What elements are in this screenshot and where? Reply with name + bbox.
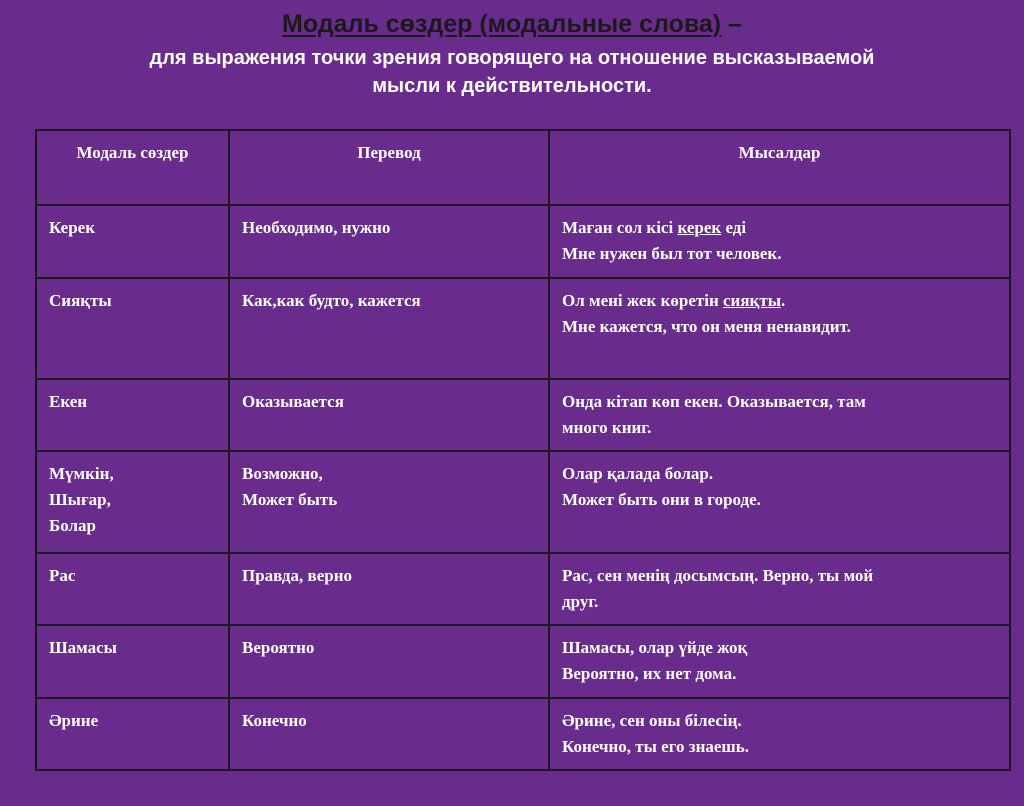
modal-word: Екен [49, 392, 88, 411]
modal-word: Шамасы [49, 638, 117, 657]
page-title [0, 8, 1024, 40]
modal-word: Сияқты [49, 291, 112, 310]
modal-word: Рас [49, 566, 76, 585]
translation-cell [229, 698, 549, 770]
translation-text: Необходимо, нужно [242, 218, 391, 237]
slide-header [0, 8, 1024, 100]
example-line: много книг. [562, 418, 652, 437]
example-line: Может быть они в городе. [562, 490, 761, 509]
table-row [36, 205, 1010, 278]
translation-text: Как,как будто, кажется [242, 291, 421, 310]
example-cell [549, 625, 1010, 698]
page-subtitle [0, 44, 1024, 100]
example-text: Ол мені жек көретін [562, 291, 724, 310]
translation-text: Вероятно [242, 638, 315, 657]
table-row [36, 553, 1010, 625]
column-header-examples: Мысалдар [549, 130, 1010, 205]
example-line: Әрине, сен оны білесің. [562, 711, 742, 730]
modal-word: Мүмкін, [49, 464, 114, 483]
modal-words-table [35, 129, 1011, 771]
example-text: . [780, 291, 786, 310]
translation-cell [229, 553, 549, 625]
example-highlight: керек [677, 218, 722, 237]
translation-cell [229, 451, 549, 553]
translation-cell [229, 379, 549, 451]
translation-cell [229, 625, 549, 698]
translation-text: Может быть [242, 490, 338, 509]
modal-word-cell [36, 379, 229, 451]
example-line: Конечно, ты его знаешь. [562, 737, 750, 756]
example-line: Мне кажется, что он меня ненавидит. [562, 317, 851, 336]
translation-text: Конечно [242, 711, 307, 730]
modal-word-cell [36, 553, 229, 625]
translation-cell [229, 278, 549, 379]
column-header-modal-words: Модаль сөздер [36, 130, 229, 205]
column-header-translation: Перевод [229, 130, 549, 205]
example-cell [549, 379, 1010, 451]
subtitle-line-1: для выражения точки зрения говорящего на отношение высказываемой [149, 47, 875, 69]
example-line: Онда кітап көп екен. Оказывается, там [562, 392, 866, 411]
example-cell [549, 451, 1010, 553]
translation-text: Правда, верно [242, 566, 353, 585]
title-dash: – [721, 10, 742, 38]
translation-cell [229, 205, 549, 278]
modal-word: Шығар, [49, 490, 111, 509]
example-line [562, 215, 997, 241]
table-header-row [36, 130, 1010, 205]
example-cell [549, 553, 1010, 625]
example-line [562, 288, 997, 314]
example-line: Рас, сен менің досымсың. Верно, ты мой [562, 566, 874, 585]
modal-word-cell [36, 625, 229, 698]
example-line: Мне нужен был тот человек. [562, 244, 782, 263]
modal-word: Керек [49, 218, 96, 237]
table-body [36, 205, 1010, 770]
table-row [36, 451, 1010, 553]
modal-word-cell [36, 205, 229, 278]
subtitle-line-2: мысли к действительности. [372, 75, 652, 97]
translation-text: Возможно, [242, 464, 323, 483]
example-line: Олар қалада болар. [562, 464, 714, 483]
modal-word-cell [36, 451, 229, 553]
example-highlight: сияқты [723, 291, 781, 310]
modal-word: Әрине [49, 711, 99, 730]
example-text: Маған сол кісі [562, 218, 678, 237]
table-row [36, 278, 1010, 379]
modal-word: Болар [49, 516, 97, 535]
example-cell [549, 278, 1010, 379]
example-text: еді [721, 218, 747, 237]
title-main: Модаль сөздер (модальные слова) [282, 10, 722, 38]
table-row [36, 625, 1010, 698]
modal-word-cell [36, 278, 229, 379]
modal-word-cell [36, 698, 229, 770]
example-line: Вероятно, их нет дома. [562, 664, 737, 683]
table-row [36, 379, 1010, 451]
table-row [36, 698, 1010, 770]
example-cell [549, 205, 1010, 278]
example-cell [549, 698, 1010, 770]
translation-text: Оказывается [242, 392, 344, 411]
example-line: Шамасы, олар үйде жоқ [562, 638, 748, 657]
example-line: друг. [562, 592, 599, 611]
